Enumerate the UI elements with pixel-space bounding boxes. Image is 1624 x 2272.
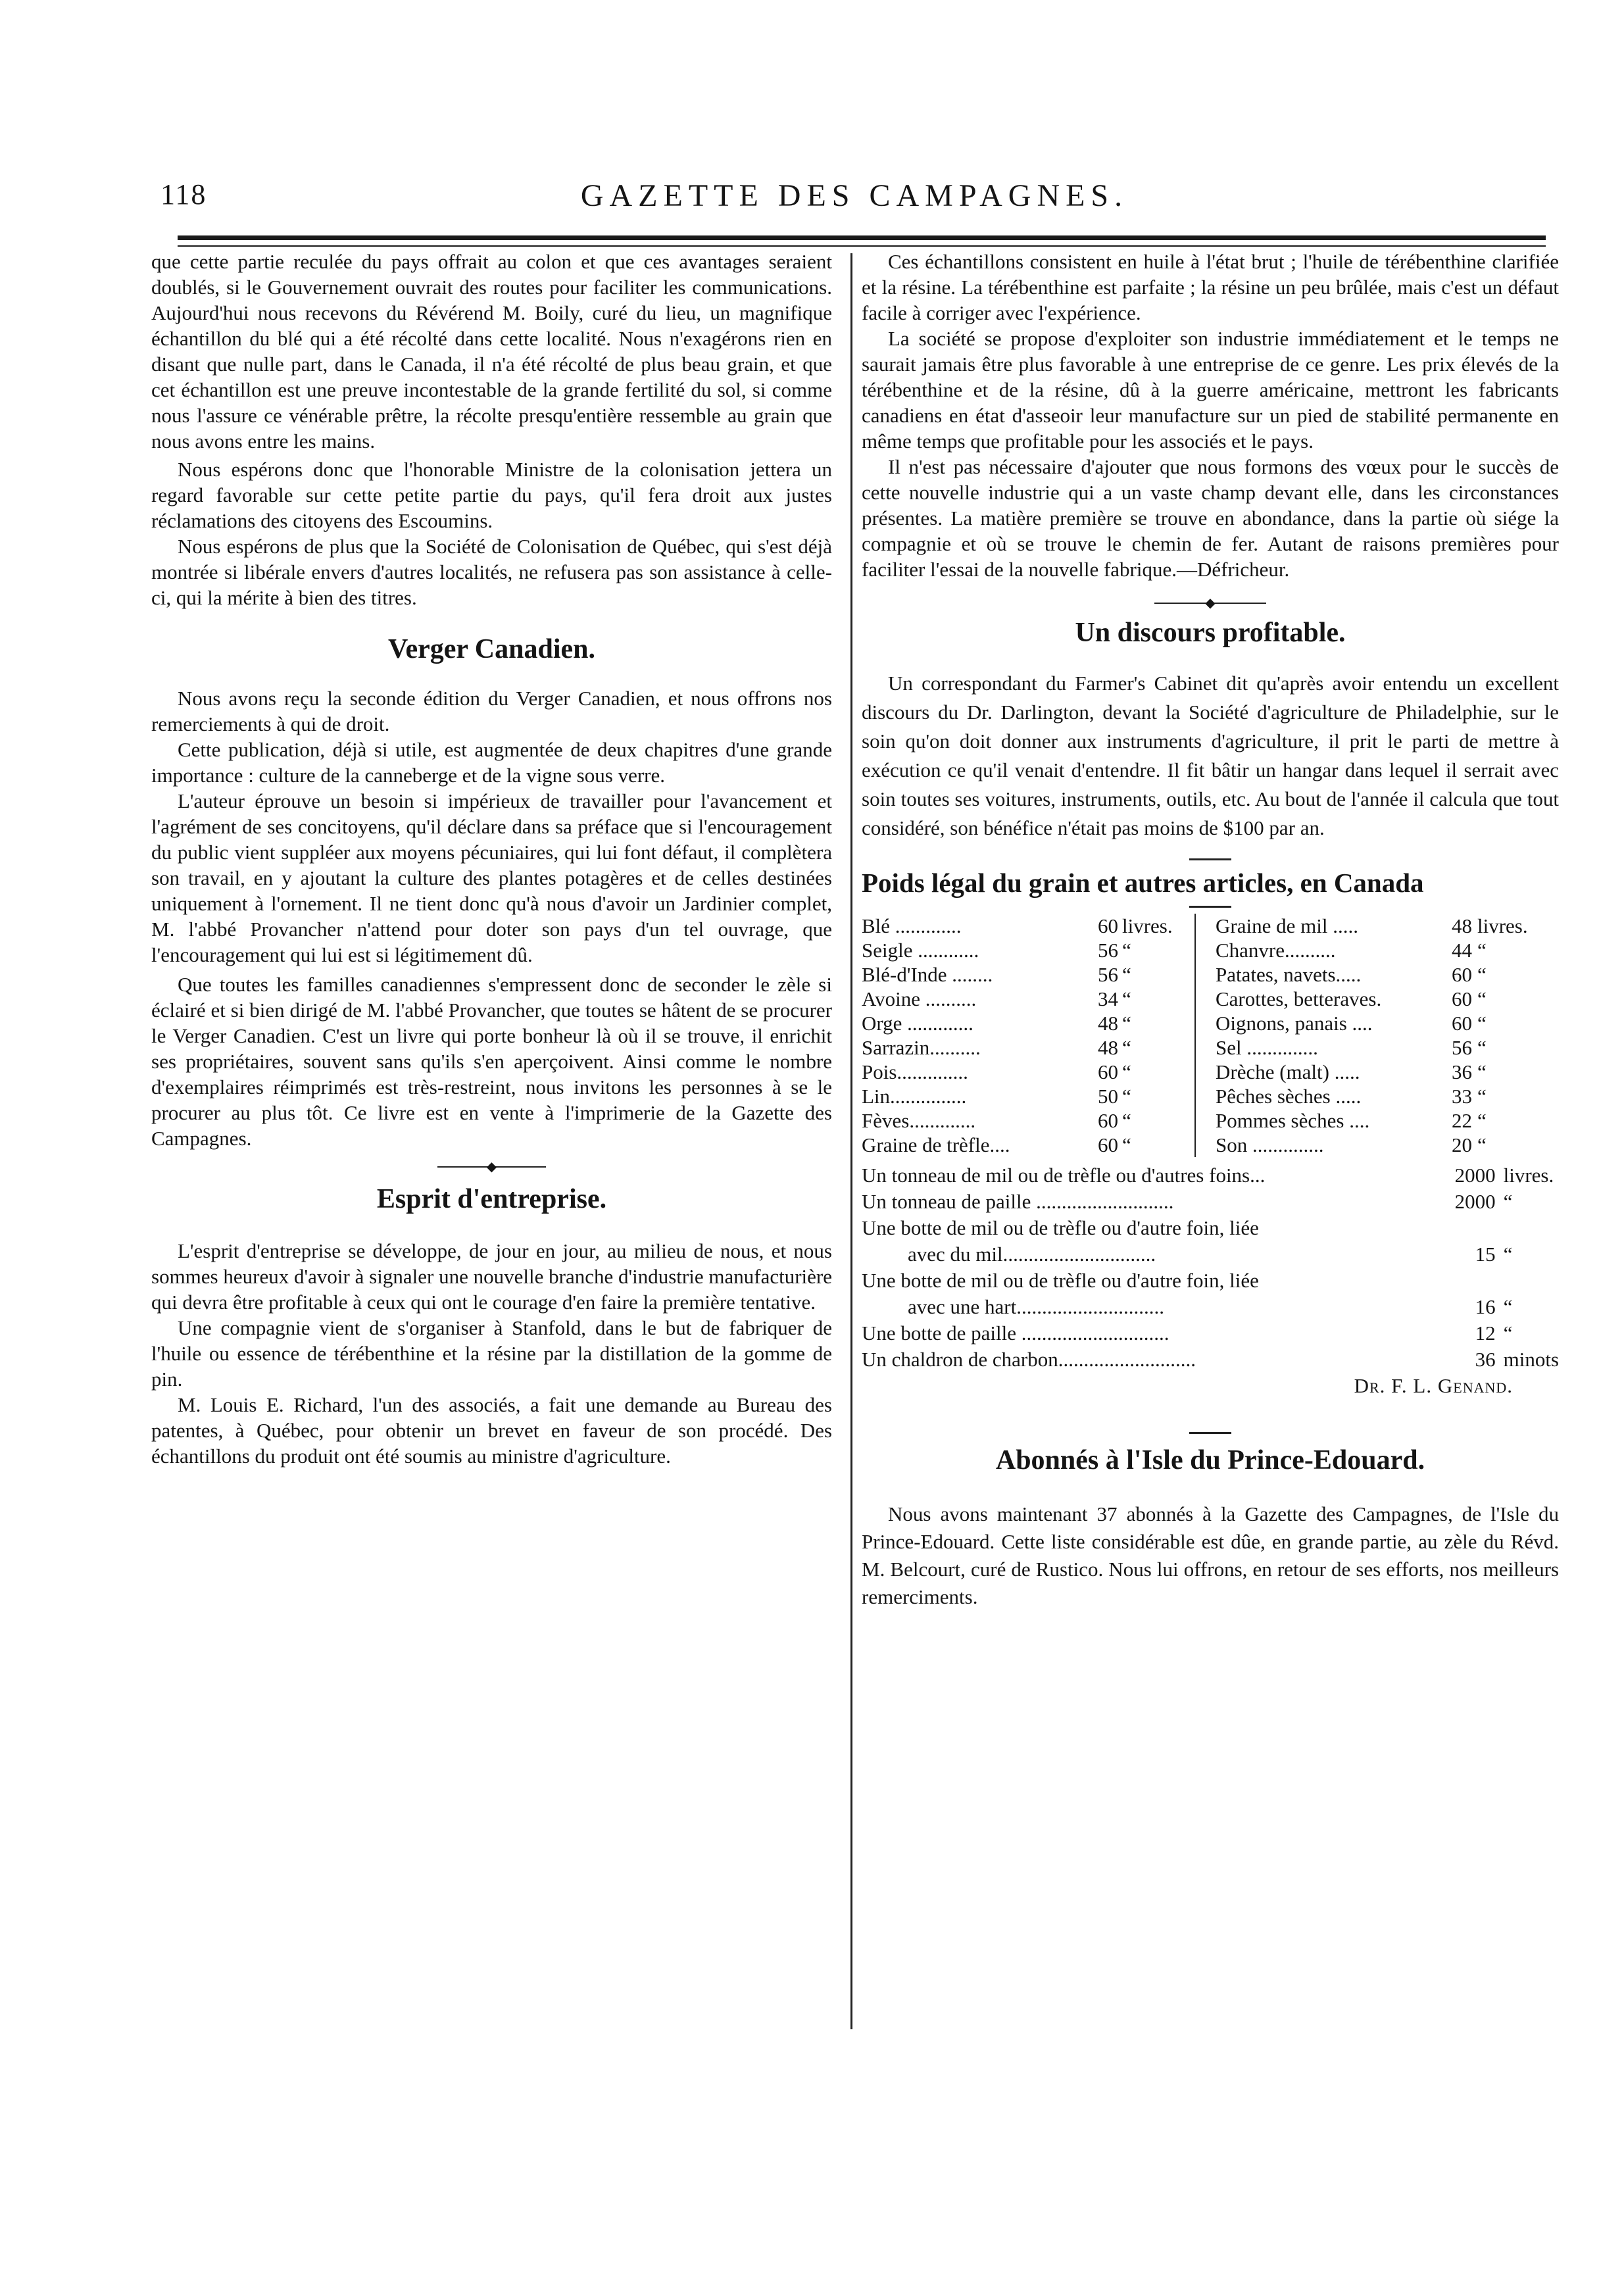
verger-paragraph: Cette publication, déjà si utile, est augmentée de deux chapitres d'une grande importance : culture de la canneberge et de la vigne sous verre. bbox=[151, 738, 832, 787]
discours-paragraph: Un correspondant du Farmer's Cabinet dit qu'après avoir entendu un excellent discours du Dr. Darlington, devant la Société d'agriculture de Philadelphie, sur le soin qu'on doit donner aux instruments d'agriculture, il prit le parti de mettre à exécution ce qu'il venait d'entendre. Il fit bâtir un hangar dans lequel il serrait avec soin toutes ses voitures, instruments, outils, etc. Au bout de l'année il calcula que tout considéré, son bénéfice n'était pas moins de $100 par an. bbox=[862, 672, 1559, 839]
verger-paragraph: L'auteur éprouve un besoin si impérieux de travailler pour l'avancement et l'agrément de ses concitoyens, qu'il déclare dans sa préface que si l'encouragement du public vient suppléer aux moyens pécuniaires, qui lui font défaut, il complètera son travail, en y ajoutant la culture des plantes potagères et de celles destinées uniquement à l'ornement. Il ne tient donc qu'à nous d'avoir un Jardinier complet, M. l'abbé Provancher n'attend pour doter son pays d'un tel ouvrage, que l'encouragement qui lui est si légitimement dû. bbox=[151, 789, 832, 966]
heavy-item-value: 2000 bbox=[1454, 1190, 1496, 1213]
table-row bbox=[862, 1084, 1559, 1108]
weight-value: 60 bbox=[1452, 1012, 1472, 1035]
header-rule-thick bbox=[178, 235, 1546, 240]
section-title-abonnes: Abonnés à l'Isle du Prince-Edouard. bbox=[995, 1445, 1425, 1475]
weight-item: Seigle ............ bbox=[862, 939, 979, 962]
table-divider bbox=[1195, 1011, 1216, 1035]
left-column bbox=[151, 249, 832, 1469]
weight-item: Sarrazin.......... bbox=[862, 1036, 981, 1059]
table-row bbox=[862, 1035, 1559, 1060]
column-divider bbox=[850, 253, 852, 2029]
weight-unit: “ bbox=[1477, 1133, 1487, 1156]
table-row bbox=[862, 914, 1559, 938]
table-divider bbox=[1195, 1133, 1216, 1157]
section-separator bbox=[862, 899, 1559, 914]
weight-unit: “ bbox=[1122, 987, 1131, 1010]
abonnes-paragraph: Nous avons maintenant 37 abonnés à la Gazette des Campagnes, de l'Isle du Prince-Edouard. Cette liste considérable est dûe, en grande partie, au zèle du Révd. M. Belcourt, curé de Rustico. Nous lui offrons, en retour de ses efforts, nos meilleurs remerciments. bbox=[862, 1502, 1559, 1608]
weight-item: Blé ............. bbox=[862, 914, 962, 937]
weight-item: Son .............. bbox=[1216, 1133, 1324, 1156]
weight-unit: “ bbox=[1122, 1109, 1131, 1132]
heavy-item-label: Une botte de mil ou de trèfle ou d'autre foin, liée bbox=[862, 1216, 1259, 1239]
heavy-item-unit bbox=[1496, 1215, 1559, 1241]
weight-item: Sel .............. bbox=[1216, 1036, 1318, 1059]
heavy-item-unit: “ bbox=[1503, 1295, 1513, 1318]
weight-unit: livres. bbox=[1477, 914, 1528, 937]
weight-unit: “ bbox=[1122, 1085, 1131, 1108]
heavy-item-label: Un chaldron de charbon........................... bbox=[862, 1348, 1196, 1371]
list-item bbox=[862, 1320, 1559, 1346]
weight-value: 56 bbox=[1098, 963, 1118, 986]
intro-paragraph: Nous espérons de plus que la Société de Colonisation de Québec, qui s'est déjà montrée si libérale envers d'autres localités, ne refusera pas son assistance à celle-ci, qui la mérite à bien des titres. bbox=[151, 535, 832, 609]
weight-unit: “ bbox=[1122, 1133, 1131, 1156]
weight-item: Fèves............. bbox=[862, 1109, 976, 1132]
table-row bbox=[862, 1133, 1559, 1157]
weight-unit: “ bbox=[1477, 987, 1487, 1010]
heavy-item-value: 36 bbox=[1475, 1348, 1496, 1371]
section-title-esprit: Esprit d'entreprise. bbox=[376, 1184, 607, 1214]
weight-value: 48 bbox=[1098, 1012, 1118, 1035]
continued-paragraph: Il n'est pas nécessaire d'ajouter que nous formons des vœux pour le succès de cette nouvelle industrie qui a un vaste champ devant elle, dans les circonstances présentes. La matière première se trouve en abondance, dans la partie où siége la compagnie et où se trouve le chemin de fer. Autant de raisons premières pour faciliter l'essai de la nouvelle fabrique.—Défricheur. bbox=[862, 455, 1559, 581]
heavy-item-unit: minots bbox=[1503, 1348, 1559, 1371]
section-separator bbox=[862, 1425, 1559, 1440]
esprit-paragraph: L'esprit d'entreprise se développe, de jour en jour, au milieu de nous, et nous sommes heureux d'avoir à signaler une nouvelle branche d'industrie manufacturière qui devra être profitable à ceux qui ont le courage d'en faire la première tentative. bbox=[151, 1239, 832, 1314]
weight-item: Pommes sèches .... bbox=[1216, 1109, 1370, 1132]
list-item bbox=[862, 1346, 1559, 1373]
section-separator bbox=[862, 852, 1559, 866]
heavy-item-unit bbox=[1496, 1268, 1559, 1294]
weight-unit: “ bbox=[1122, 1012, 1131, 1035]
page-number: 118 bbox=[160, 178, 207, 210]
signature: Dr. F. L. Genand. bbox=[1354, 1374, 1513, 1397]
weight-value: 56 bbox=[1098, 939, 1118, 962]
heavy-item-value: 12 bbox=[1475, 1321, 1496, 1345]
weight-value: 60 bbox=[1098, 1133, 1118, 1156]
weight-item: Carottes, betteraves. bbox=[1216, 987, 1382, 1010]
table-divider bbox=[1195, 914, 1216, 938]
weight-value: 50 bbox=[1098, 1085, 1118, 1108]
table-divider bbox=[1195, 938, 1216, 962]
table-row bbox=[862, 938, 1559, 962]
heavy-weights-list bbox=[862, 1162, 1559, 1373]
weight-item: Orge ............. bbox=[862, 1012, 973, 1035]
list-item bbox=[862, 1189, 1559, 1215]
weight-item: Blé-d'Inde ........ bbox=[862, 963, 993, 986]
heavy-item-unit: “ bbox=[1503, 1321, 1513, 1345]
weight-value: 33 bbox=[1452, 1085, 1472, 1108]
weight-item: Chanvre.......... bbox=[1216, 939, 1336, 962]
weight-item: Drèche (malt) ..... bbox=[1216, 1060, 1360, 1083]
esprit-paragraph: Une compagnie vient de s'organiser à Stanfold, dans le but de fabriquer de l'huile ou essence de térébenthine et la résine par la distillation de la gomme de pin. bbox=[151, 1316, 832, 1391]
intro-paragraph: que cette partie reculée du pays offrait au colon et que ces avantages seraient doublés, si le Gouvernement ouvrait des routes pour faciliter les communications. Aujourd'hui nous recevons du Révérend M. Boily, curé du lieu, un magnifique échantillon du blé qui a été récolté dans cette localité. Nous n'exagérons rien en disant que nulle part, dans le Canada, il n'a été récolté de plus beau grain, et que cet échantillon est une preuve incontestable de la grande fertilité du sol, si comme nous l'assure ce vénérable prêtre, la récolte presqu'entière ressemble au grain que nous avons entre les mains. bbox=[151, 250, 832, 453]
section-title-poids: Poids légal du grain et autres articles, en Canada bbox=[862, 868, 1424, 898]
continued-paragraph: La société se propose d'exploiter son industrie immédiatement et le temps ne saurait jamais être plus favorable à une entreprise de ce genre. Les prix élevés de la térébenthine et de la résine, dû à la guerre américaine, mettront les fabricants canadiens en état d'asseoir leur manufacture sur un pied de stabilité permanente en même temps que profitable pour les associés et le pays. bbox=[862, 327, 1559, 453]
table-divider bbox=[1195, 962, 1216, 987]
weight-unit: “ bbox=[1477, 939, 1487, 962]
weight-item: Avoine .......... bbox=[862, 987, 977, 1010]
weight-value: 48 bbox=[1098, 1036, 1118, 1059]
weight-value: 60 bbox=[1452, 987, 1472, 1010]
table-divider bbox=[1195, 987, 1216, 1011]
weight-item: Lin............... bbox=[862, 1085, 967, 1108]
weight-value: 34 bbox=[1098, 987, 1118, 1010]
esprit-paragraph: M. Louis E. Richard, l'un des associés, a fait une demande au Bureau des patentes, à Québec, pour obtenir un brevet en faveur de son procédé. Des échantillons du produit ont été soumis au ministre d'agriculture. bbox=[151, 1393, 832, 1468]
weight-value: 56 bbox=[1452, 1036, 1472, 1059]
weight-value: 60 bbox=[1452, 963, 1472, 986]
heavy-item-label: avec du mil.............................. bbox=[908, 1243, 1156, 1266]
weight-item: Patates, navets..... bbox=[1216, 963, 1362, 986]
heavy-item-unit: “ bbox=[1503, 1190, 1513, 1213]
weight-item: Pêches sèches ..... bbox=[1216, 1085, 1362, 1108]
heavy-item-unit: “ bbox=[1503, 1243, 1513, 1266]
list-item bbox=[862, 1162, 1559, 1189]
weight-unit: “ bbox=[1122, 939, 1131, 962]
weight-value: 22 bbox=[1452, 1109, 1472, 1132]
weight-value: 44 bbox=[1452, 939, 1472, 962]
weight-item: Pois.............. bbox=[862, 1060, 968, 1083]
table-row bbox=[862, 1060, 1559, 1084]
heavy-item-label: Une botte de paille ............................. bbox=[862, 1321, 1169, 1345]
list-item bbox=[862, 1241, 1559, 1268]
weight-value: 48 bbox=[1452, 914, 1472, 937]
verger-paragraph: Que toutes les familles canadiennes s'empressent donc de seconder le zèle si éclairé et si bien dirigé de M. l'abbé Provancher, que toutes se hâtent de se procurer le Verger Canadien. C'est un livre qui porte bonheur là où il se trouve, il enrichit ses propriétaires, souvent sans qu'ils s'en aperçoivent. Ainsi comme le nombre d'exemplaires réimprimés est très-restreint, nous invitons les personnes à se le procurer au plus tôt. Ce livre est en vente à l'imprimerie de la Gazette des Campagnes. bbox=[151, 973, 832, 1150]
heavy-item-value: 2000 bbox=[1454, 1164, 1496, 1187]
weight-unit: “ bbox=[1122, 1060, 1131, 1083]
page-header bbox=[160, 168, 1548, 221]
weight-unit: “ bbox=[1477, 963, 1487, 986]
weight-unit: “ bbox=[1122, 1036, 1131, 1059]
weight-unit: “ bbox=[1477, 1085, 1487, 1108]
heavy-item-value bbox=[1435, 1215, 1496, 1241]
table-divider bbox=[1195, 1084, 1216, 1108]
section-separator bbox=[862, 594, 1559, 612]
table-row bbox=[862, 962, 1559, 987]
weight-value: 36 bbox=[1452, 1060, 1472, 1083]
weight-value: 20 bbox=[1452, 1133, 1472, 1156]
weight-unit: “ bbox=[1477, 1060, 1487, 1083]
heavy-item-label: Une botte de mil ou de trèfle ou d'autre foin, liée bbox=[862, 1269, 1259, 1292]
heavy-item-value: 16 bbox=[1475, 1295, 1496, 1318]
table-divider bbox=[1195, 1060, 1216, 1084]
intro-paragraph: Nous espérons donc que l'honorable Ministre de la colonisation jettera un regard favorable sur cette petite partie du pays, qu'il fera droit aux justes réclamations des citoyens des Escoumins. bbox=[151, 458, 832, 532]
heavy-item-label: Un tonneau de mil ou de trèfle ou d'autres foins... bbox=[862, 1164, 1266, 1187]
weight-item: Graine de mil ..... bbox=[1216, 914, 1358, 937]
running-title: GAZETTE DES CAMPAGNES. bbox=[580, 178, 1129, 213]
list-item bbox=[862, 1268, 1559, 1294]
table-row bbox=[862, 1108, 1559, 1133]
verger-paragraph: Nous avons reçu la seconde édition du Verger Canadien, et nous offrons nos remerciements à qui de droit. bbox=[151, 687, 832, 735]
list-item bbox=[862, 1294, 1559, 1320]
section-separator bbox=[151, 1158, 832, 1176]
weight-value: 60 bbox=[1098, 914, 1118, 937]
heavy-item-label: avec une hart............................. bbox=[908, 1295, 1164, 1318]
list-item bbox=[862, 1215, 1559, 1241]
weight-unit: “ bbox=[1477, 1036, 1487, 1059]
table-divider bbox=[1195, 1108, 1216, 1133]
heavy-item-label: Un tonneau de paille ........................... bbox=[862, 1190, 1174, 1213]
right-column bbox=[862, 249, 1559, 1611]
weight-value: 60 bbox=[1098, 1109, 1118, 1132]
table-divider bbox=[1195, 1035, 1216, 1060]
table-row bbox=[862, 1011, 1559, 1035]
weight-unit: “ bbox=[1122, 963, 1131, 986]
table-row bbox=[862, 987, 1559, 1011]
section-title-discours: Un discours profitable. bbox=[1075, 618, 1346, 648]
heavy-item-unit: livres. bbox=[1503, 1164, 1554, 1187]
heavy-item-value: 15 bbox=[1475, 1243, 1496, 1266]
weight-unit: livres. bbox=[1122, 914, 1173, 937]
header-rule-thin bbox=[178, 245, 1546, 247]
weight-item: Oignons, panais .... bbox=[1216, 1012, 1373, 1035]
heavy-item-value bbox=[1435, 1268, 1496, 1294]
weight-value: 60 bbox=[1098, 1060, 1118, 1083]
weight-item: Graine de trèfle.... bbox=[862, 1133, 1010, 1156]
weight-unit: “ bbox=[1477, 1012, 1487, 1035]
section-title-verger: Verger Canadien. bbox=[388, 634, 595, 664]
weights-table bbox=[862, 914, 1559, 1157]
continued-paragraph: Ces échantillons consistent en huile à l'état brut ; l'huile de térébenthine clarifiée et la résine. La térébenthine est parfaite ; la résine un peu brûlée, mais c'est un défaut facile à corriger avec l'expérience. bbox=[862, 250, 1559, 324]
weight-unit: “ bbox=[1477, 1109, 1487, 1132]
